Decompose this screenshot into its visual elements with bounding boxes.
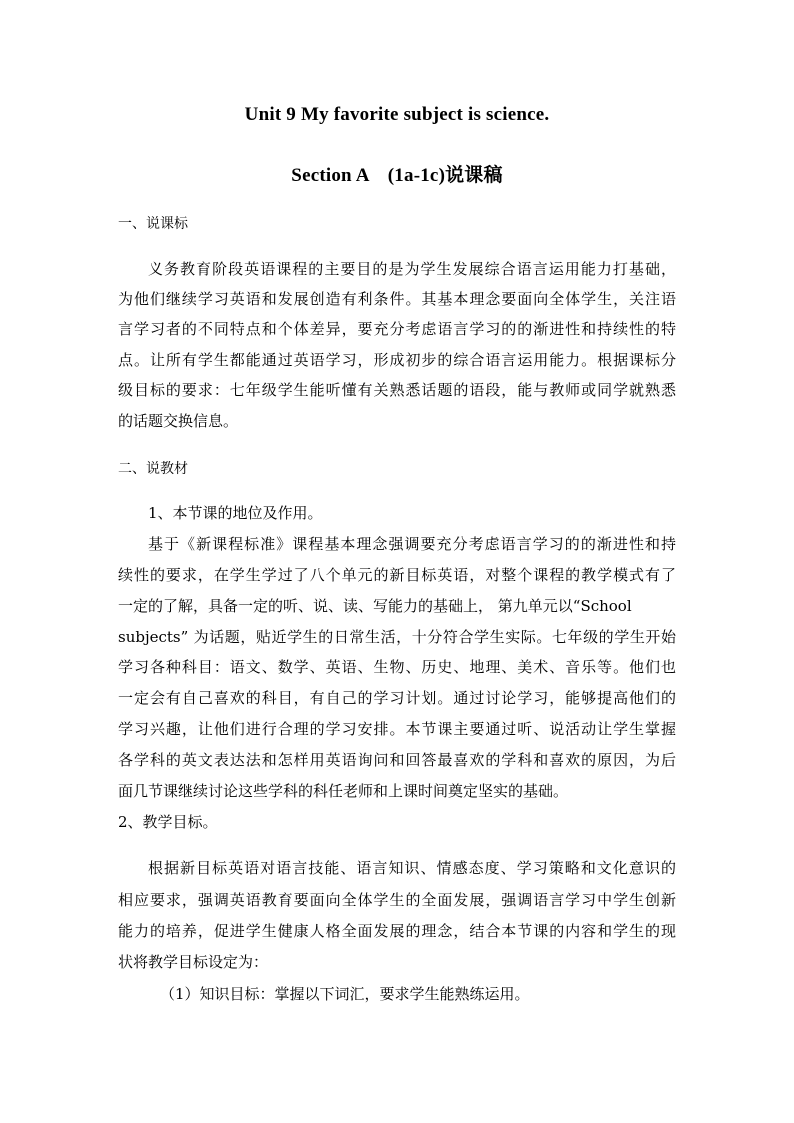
paragraph-line: 点。让所有学生都能通过英语学习，形成初步的综合语言运用能力。根据课标分: [118, 351, 676, 369]
paragraph-line: 各学科的英文表达法和怎样用英语询问和回答最喜欢的学科和喜欢的原因，为后: [118, 751, 676, 769]
paragraph-line: 的话题交换信息。: [118, 412, 239, 430]
section-heading-curriculum-standard: 一、说课标: [118, 216, 188, 232]
document-title: Unit 9 My favorite subject is science.: [244, 104, 550, 125]
document-subtitle: Section A (1a-1c)说课稿: [291, 165, 503, 186]
paragraph-line: 状将教学目标设定为：: [118, 953, 269, 971]
subsection-title-goals: 2、教学目标。: [118, 813, 218, 831]
paragraph-line: 级目标的要求：七年级学生能听懂有关熟悉话题的语段，能与教师或同学就熟悉: [118, 381, 676, 399]
paragraph-line: 学习兴趣，让他们进行合理的学习安排。本节课主要通过听、说活动让学生掌握: [118, 720, 676, 738]
paragraph-line: 相应要求，强调英语教育要面向全体学生的全面发展，强调语言学习中学生创新: [118, 891, 676, 909]
paragraph-line: 能力的培养，促进学生健康人格全面发展的理念，结合本节课的内容和学生的现: [118, 922, 676, 940]
section-heading-textbook: 二、说教材: [118, 461, 188, 477]
paragraph-line: 学习各种科目：语文、数学、英语、生物、历史、地理、美术、音乐等。他们也: [118, 658, 676, 676]
paragraph-line: 一定会有自己喜欢的科目，有自己的学习计划。通过讨论学习，能够提高他们的: [118, 689, 676, 707]
paragraph-line: 面几节课继续讨论这些学科的科任老师和上课时间奠定坚实的基础。: [118, 782, 569, 800]
knowledge-goal-line: （1）知识目标：掌握以下词汇，要求学生能熟练运用。: [160, 985, 530, 1003]
paragraph-line: 一定的了解，具备一定的听、说、读、写能力的基础上， 第九单元以“School: [118, 597, 632, 615]
paragraph-line: 义务教育阶段英语课程的主要目的是为学生发展综合语言运用能力打基础，: [148, 260, 676, 278]
subsection-title-role: 1、本节课的地位及作用。: [148, 504, 323, 522]
paragraph-line: 言学习者的不同特点和个体差异，要充分考虑语言学习的的渐进性和持续性的特: [118, 320, 676, 338]
paragraph-line: 基于《新课程标准》课程基本理念强调要充分考虑语言学习的的渐进性和持: [148, 535, 676, 553]
paragraph-line: 根据新目标英语对语言技能、语言知识、情感态度、学习策略和文化意识的: [148, 859, 676, 877]
paragraph-line: 续性的要求，在学生学过了八个单元的新目标英语，对整个课程的教学模式有了: [118, 566, 676, 584]
paragraph-line: subjects” 为话题，贴近学生的日常生活，十分符合学生实际。七年级的学生开始: [118, 628, 676, 646]
paragraph-line: 为他们继续学习英语和发展创造有利条件。其基本理念要面向全体学生，关注语: [118, 290, 676, 308]
